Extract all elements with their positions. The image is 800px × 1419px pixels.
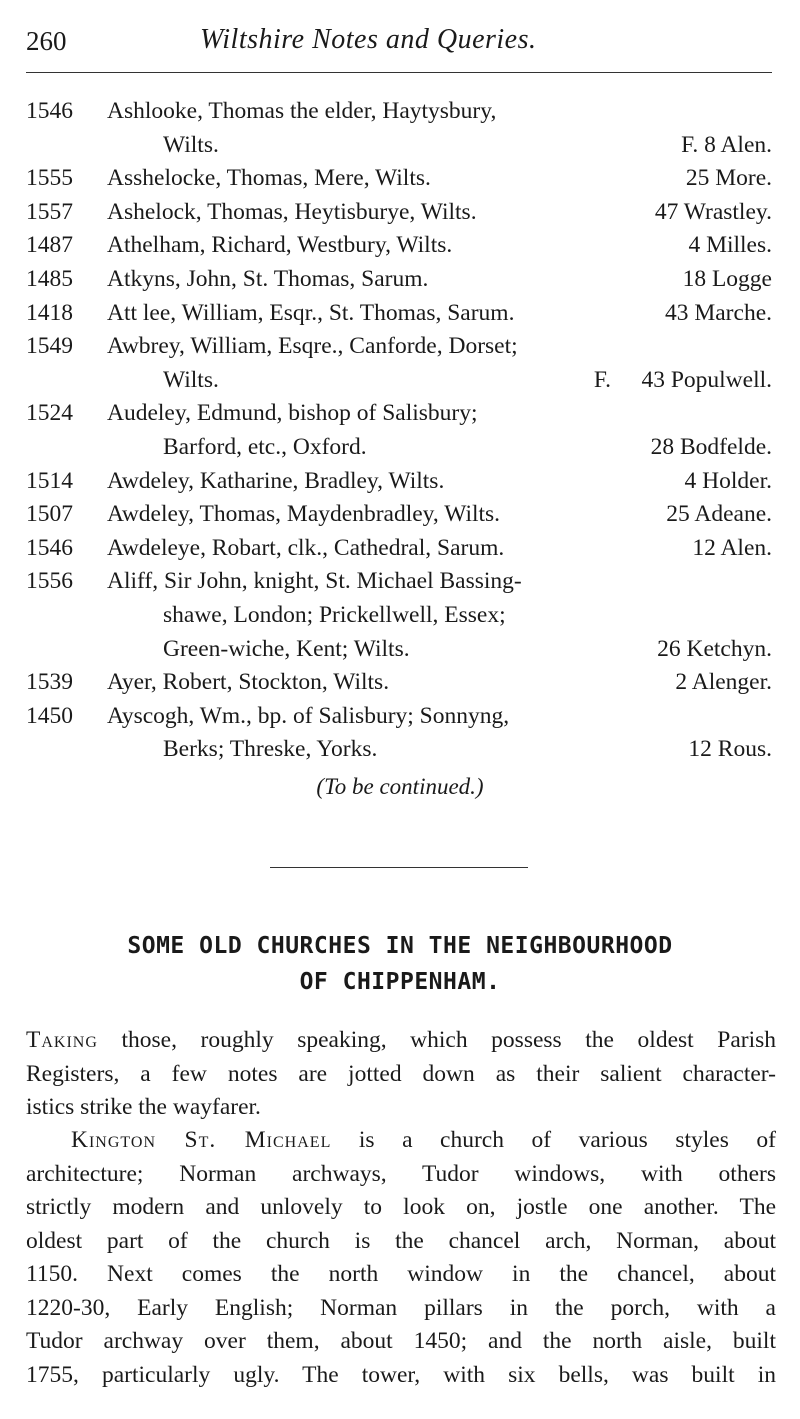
index-entry-line — [0, 498, 800, 532]
entry-year: 1485 — [26, 265, 73, 292]
page-number: 260 — [26, 26, 67, 56]
index-entry — [0, 565, 800, 666]
entry-reference: 25 More. — [685, 165, 772, 192]
entry-text: shawe, London; Prickellwell, Essex; — [163, 601, 506, 628]
entry-reference: 12 Alen. — [692, 534, 772, 561]
entry-year: 1549 — [26, 333, 73, 360]
entry-reference: 12 Rous. — [688, 736, 772, 763]
index-entry-line — [0, 532, 800, 566]
paragraph-2 — [26, 1124, 776, 1392]
page-header — [0, 0, 800, 75]
entry-year: 1555 — [26, 165, 73, 192]
entry-text: Ayer, Robert, Stockton, Wilts. — [107, 669, 390, 696]
index-entry-line — [0, 330, 800, 364]
entry-text: Awbrey, William, Esqre., Canforde, Dorset; — [107, 333, 518, 360]
index-entry-line — [0, 666, 800, 700]
entry-reference: 4 Holder. — [684, 467, 772, 494]
index-entry-line — [0, 397, 800, 431]
index-entry-line — [0, 700, 800, 734]
index-entry — [0, 465, 800, 499]
entry-year: 1556 — [26, 568, 73, 595]
article-title — [0, 928, 800, 1000]
entry-reference: F. 8 Alen. — [681, 131, 772, 158]
index-entry — [0, 498, 800, 532]
index-entry — [0, 196, 800, 230]
entry-reference: 28 Bodfelde. — [650, 433, 772, 460]
paragraph-2-line-4: oldest part of the church is the chancel arch, Norman, about — [26, 1227, 776, 1254]
index-entry — [0, 229, 800, 263]
paragraph-2-lead: Kington St. Michael — [71, 1127, 332, 1153]
entry-reference: 43 Populwell. — [641, 366, 772, 393]
paragraph-1-line-3: istics strike the wayfarer. — [26, 1094, 261, 1120]
index-entry — [0, 95, 800, 162]
index-entry-line — [0, 297, 800, 331]
entry-year: 1557 — [26, 198, 73, 225]
entry-text: Atkyns, John, St. Thomas, Sarum. — [107, 265, 429, 292]
article-title-line-1: SOME OLD CHURCHES IN THE NEIGHBOURHOOD — [127, 933, 673, 959]
index-entry — [0, 297, 800, 331]
entry-text: Athelham, Richard, Westbury, Wilts. — [107, 232, 453, 259]
entry-text: Ayscogh, Wm., bp. of Salisbury; Sonnyng, — [107, 702, 510, 729]
entry-text: Asshelocke, Thomas, Mere, Wilts. — [107, 165, 431, 192]
entry-text: Green-wiche, Kent; Wilts. — [163, 635, 410, 662]
paragraph-1-line-2: Registers, a few notes are jotted down as their salient character- — [26, 1060, 776, 1087]
paragraph-2-line-8: 1755, particularly ugly. The tower, with six bells, was built in — [26, 1361, 776, 1388]
index-entry-line — [0, 565, 800, 599]
entry-year: 1546 — [26, 534, 73, 561]
paragraph-2-line-7: Tudor archway over them, about 1450; and the north aisle, built — [26, 1328, 776, 1354]
entry-text: Awdeley, Thomas, Maydenbradley, Wilts. — [107, 501, 501, 528]
entry-reference: 43 Marche. — [664, 299, 772, 326]
entry-year: 1514 — [26, 467, 73, 494]
entry-reference: 2 Alenger. — [675, 669, 772, 696]
entry-reference: 25 Adeane. — [666, 501, 772, 528]
paragraph-2-line-1: Kington St. Michael is a church of various styles of — [71, 1127, 776, 1153]
index-entry-line — [0, 95, 800, 129]
entry-text: Audeley, Edmund, bishop of Salisbury; — [107, 400, 478, 427]
index-entry — [0, 330, 800, 397]
entry-year: 1546 — [26, 98, 73, 124]
entry-text: Berks; Threske, Yorks. — [163, 736, 378, 763]
paragraph-1-lead: Taking — [26, 1027, 98, 1053]
paragraph-1 — [26, 1024, 776, 1125]
index-entry-line — [0, 263, 800, 297]
section-divider — [270, 867, 528, 868]
entry-text: Wilts. — [163, 131, 219, 158]
index-entry — [0, 263, 800, 297]
entry-year: 1524 — [26, 400, 73, 427]
entry-year: 1507 — [26, 501, 73, 528]
entry-text: Aliff, Sir John, knight, St. Michael Bassing- — [107, 568, 522, 595]
entry-text: Wilts. — [163, 366, 219, 393]
header-rule — [26, 72, 772, 73]
index-entry-line — [0, 733, 800, 767]
index-entry-line — [0, 229, 800, 263]
index-entry — [0, 532, 800, 566]
entry-folio-marker: F. — [593, 366, 611, 393]
entry-reference: 47 Wrastley. — [654, 198, 772, 225]
index-entry — [0, 666, 800, 700]
index-entry-line — [0, 633, 800, 667]
index-entry-line — [0, 129, 800, 163]
paragraph-2-line-5: 1150. Next comes the north window in the chancel, about — [26, 1261, 776, 1287]
index-entry-line — [0, 599, 800, 633]
article-title-line-2: OF CHIPPENHAM. — [299, 969, 501, 995]
paragraph-2-line-2: architecture; Norman archways, Tudor windows, with others — [26, 1160, 776, 1187]
entry-year: 1418 — [26, 299, 73, 326]
entry-text: Att lee, William, Esqr., St. Thomas, Sarum. — [107, 299, 515, 326]
entry-text: Awdeley, Katharine, Bradley, Wilts. — [107, 467, 445, 494]
to-be-continued-note: (To be continued.) — [316, 774, 484, 799]
index-entry-line — [0, 431, 800, 465]
will-index-list — [0, 95, 800, 767]
entry-year: 1487 — [26, 232, 73, 259]
entry-text: Awdeleye, Robart, clk., Cathedral, Sarum. — [107, 534, 505, 561]
entry-reference: 26 Ketchyn. — [657, 635, 772, 662]
index-entry — [0, 397, 800, 464]
running-title: Wiltshire Notes and Queries. — [200, 24, 537, 55]
paragraph-1-line-1: Taking those, roughly speaking, which possess the oldest Parish — [26, 1027, 776, 1053]
index-entry-line — [0, 196, 800, 230]
entry-reference: 4 Milles. — [688, 232, 772, 259]
index-entry-line — [0, 162, 800, 196]
entry-year: 1539 — [26, 669, 73, 696]
paragraph-2-line-3: strictly modern and unlovely to look on, jostle one another. The — [26, 1194, 776, 1220]
index-entry — [0, 162, 800, 196]
index-entry — [0, 700, 800, 767]
paragraph-2-line-6: 1220-30, Early English; Norman pillars in the porch, with a — [26, 1294, 776, 1321]
entry-text: Ashelock, Thomas, Heytisburye, Wilts. — [107, 198, 477, 225]
entry-text: Barford, etc., Oxford. — [163, 433, 367, 460]
index-entry-line — [0, 364, 800, 398]
entry-reference: 18 Logge — [682, 265, 772, 292]
index-entry-line — [0, 465, 800, 499]
entry-year: 1450 — [26, 702, 73, 729]
entry-text: Ashlooke, Thomas the elder, Haytysbury, — [107, 98, 497, 124]
